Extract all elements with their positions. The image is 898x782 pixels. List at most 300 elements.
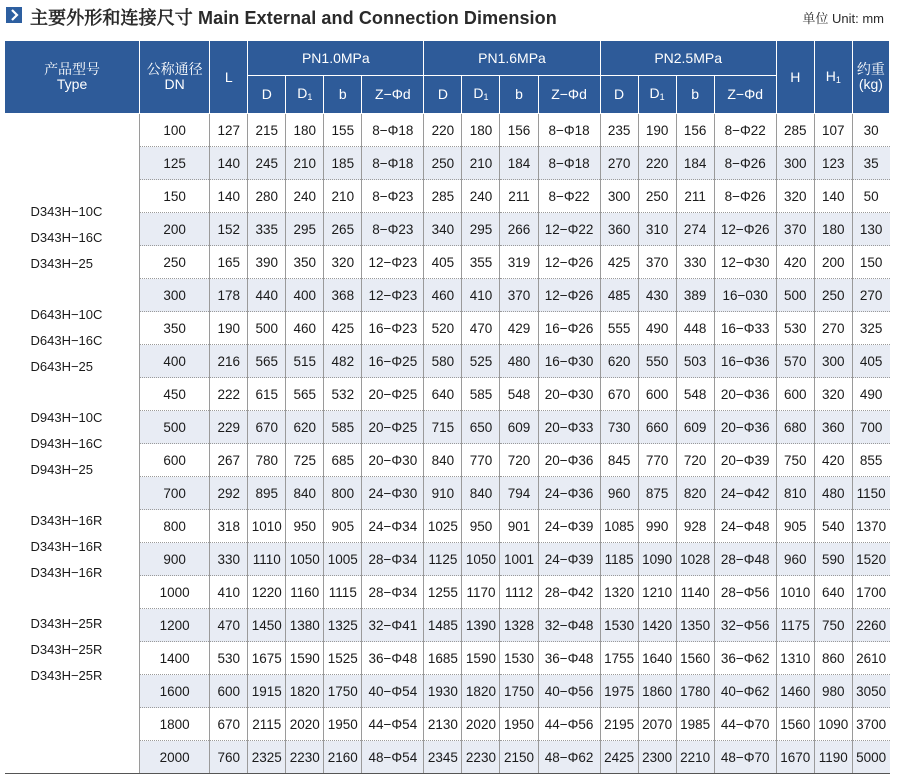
- table-cell: 580: [424, 345, 462, 378]
- table-cell: 525: [462, 345, 500, 378]
- table-cell: 410: [462, 279, 500, 312]
- table-cell: 24−Φ39: [538, 543, 600, 576]
- table-cell: 350: [140, 312, 210, 345]
- table-cell: 12−Φ26: [714, 213, 776, 246]
- table-cell: 1175: [776, 609, 814, 642]
- header-l: L: [210, 41, 248, 114]
- table-cell: 330: [210, 543, 248, 576]
- table-cell: 640: [814, 576, 852, 609]
- table-cell: 16−Φ26: [538, 312, 600, 345]
- table-cell: 1380: [286, 609, 324, 642]
- table-cell: 50: [852, 180, 889, 213]
- table-cell: 725: [286, 444, 324, 477]
- table-cell: 845: [600, 444, 638, 477]
- table-cell: 660: [638, 411, 676, 444]
- table-cell: 180: [286, 114, 324, 147]
- table-cell: 1028: [676, 543, 714, 576]
- table-cell: 2230: [462, 741, 500, 774]
- table-cell: 156: [676, 114, 714, 147]
- table-cell: 1820: [286, 675, 324, 708]
- table-cell: 550: [638, 345, 676, 378]
- table-cell: 1860: [638, 675, 676, 708]
- table-cell: 448: [676, 312, 714, 345]
- table-cell: 2195: [600, 708, 638, 741]
- table-cell: 1010: [248, 510, 286, 543]
- table-cell: 32−Φ56: [714, 609, 776, 642]
- table-cell: 180: [814, 213, 852, 246]
- table-cell: 530: [210, 642, 248, 675]
- table-cell: 1640: [638, 642, 676, 675]
- table-cell: 8−Φ23: [362, 213, 424, 246]
- table-cell: 310: [638, 213, 676, 246]
- table-cell: 40−Φ56: [538, 675, 600, 708]
- table-cell: 8−Φ18: [362, 147, 424, 180]
- table-cell: 1310: [776, 642, 814, 675]
- table-cell: 2300: [638, 741, 676, 774]
- table-cell: 1220: [248, 576, 286, 609]
- table-cell: 1200: [140, 609, 210, 642]
- table-cell: 220: [638, 147, 676, 180]
- table-body: [5, 114, 890, 774]
- table-cell: 490: [638, 312, 676, 345]
- table-cell: 390: [248, 246, 286, 279]
- table-cell: 950: [462, 510, 500, 543]
- table-cell: 500: [776, 279, 814, 312]
- table-cell: 12−Φ23: [362, 279, 424, 312]
- table-cell: 905: [324, 510, 362, 543]
- table-cell: 1112: [500, 576, 538, 609]
- table-cell: 1010: [776, 576, 814, 609]
- table-cell: 3050: [852, 675, 889, 708]
- table-cell: 1125: [424, 543, 462, 576]
- table-cell: 1050: [286, 543, 324, 576]
- table-cell: 40−Φ62: [714, 675, 776, 708]
- table-cell: 16−Φ25: [362, 345, 424, 378]
- table-cell: 44−Φ70: [714, 708, 776, 741]
- table-cell: 700: [852, 411, 889, 444]
- table-cell: 140: [814, 180, 852, 213]
- table-cell: 330: [676, 246, 714, 279]
- table-cell: 20−Φ36: [714, 378, 776, 411]
- table-cell: 1110: [248, 543, 286, 576]
- table-cell: 35: [852, 147, 889, 180]
- table-cell: 360: [814, 411, 852, 444]
- table-cell: 28−Φ42: [538, 576, 600, 609]
- subheader-d: D: [248, 76, 286, 114]
- table-cell: 680: [776, 411, 814, 444]
- table-cell: 125: [140, 147, 210, 180]
- table-cell: 280: [248, 180, 286, 213]
- table-cell: 928: [676, 510, 714, 543]
- table-cell: 1750: [500, 675, 538, 708]
- table-cell: 350: [286, 246, 324, 279]
- table-cell: 48−Φ70: [714, 741, 776, 774]
- table-cell: 300: [814, 345, 852, 378]
- header-pn25: PN2.5MPa: [600, 41, 776, 76]
- table-cell: 410: [210, 576, 248, 609]
- table-cell: 229: [210, 411, 248, 444]
- table-cell: 20−Φ36: [714, 411, 776, 444]
- table-cell: 1600: [140, 675, 210, 708]
- table-cell: 840: [462, 477, 500, 510]
- table-cell: 107: [814, 114, 852, 147]
- table-cell: 100: [140, 114, 210, 147]
- table-cell: 470: [462, 312, 500, 345]
- table-cell: 1950: [324, 708, 362, 741]
- model-group: [31, 405, 140, 483]
- table-cell: 1460: [776, 675, 814, 708]
- table-cell: 20−Φ25: [362, 378, 424, 411]
- table-cell: 1950: [500, 708, 538, 741]
- model-group: [31, 508, 140, 586]
- table-cell: 2325: [248, 741, 286, 774]
- table-cell: 2000: [140, 741, 210, 774]
- table-cell: 24−Φ42: [714, 477, 776, 510]
- model-name: D343H−25R: [30, 667, 103, 683]
- table-cell: 44−Φ54: [362, 708, 424, 741]
- table-cell: 800: [324, 477, 362, 510]
- table-cell: 1520: [852, 543, 889, 576]
- table-cell: 720: [676, 444, 714, 477]
- table-cell: 1210: [638, 576, 676, 609]
- table-cell: 540: [814, 510, 852, 543]
- table-cell: 250: [638, 180, 676, 213]
- table-cell: 200: [814, 246, 852, 279]
- table-cell: 1390: [462, 609, 500, 642]
- table-cell: 620: [286, 411, 324, 444]
- table-cell: 570: [776, 345, 814, 378]
- table-cell: 1670: [776, 741, 814, 774]
- table-cell: 16−030: [714, 279, 776, 312]
- table-cell: 590: [814, 543, 852, 576]
- table-cell: 1975: [600, 675, 638, 708]
- model-name: D943H−25: [30, 461, 94, 477]
- table-cell: 240: [286, 180, 324, 213]
- table-cell: 180: [462, 114, 500, 147]
- table-cell: 24−Φ39: [538, 510, 600, 543]
- table-cell: 28−Φ34: [362, 576, 424, 609]
- table-cell: 211: [500, 180, 538, 213]
- table-cell: 1780: [676, 675, 714, 708]
- model-name: D343H−25: [30, 255, 94, 271]
- table-cell: 320: [324, 246, 362, 279]
- table-cell: 360: [600, 213, 638, 246]
- table-cell: 40−Φ54: [362, 675, 424, 708]
- header-weight: 约重 (kg): [852, 41, 889, 114]
- table-cell: 1005: [324, 543, 362, 576]
- table-cell: 28−Φ56: [714, 576, 776, 609]
- table-cell: 1750: [324, 675, 362, 708]
- table-cell: 565: [248, 345, 286, 378]
- table-cell: 36−Φ62: [714, 642, 776, 675]
- table-cell: 292: [210, 477, 248, 510]
- table-cell: 130: [852, 213, 889, 246]
- subheader-bolt: Z−Φd: [714, 76, 776, 114]
- table-cell: 370: [776, 213, 814, 246]
- table-cell: 1485: [424, 609, 462, 642]
- table-cell: 1590: [462, 642, 500, 675]
- table-cell: 20−Φ25: [362, 411, 424, 444]
- table-cell: 640: [424, 378, 462, 411]
- table-cell: 482: [324, 345, 362, 378]
- table-cell: 425: [600, 246, 638, 279]
- subheader-d: D: [600, 76, 638, 114]
- model-name: D343H−16R: [30, 538, 103, 554]
- table-cell: 400: [286, 279, 324, 312]
- table-cell: 28−Φ48: [714, 543, 776, 576]
- table-cell: 460: [286, 312, 324, 345]
- table-cell: 250: [424, 147, 462, 180]
- dimension-table: [4, 40, 890, 774]
- header-pn16: PN1.6MPa: [424, 41, 600, 76]
- table-cell: 1328: [500, 609, 538, 642]
- table-cell: 184: [500, 147, 538, 180]
- title-bar: [6, 4, 892, 28]
- table-cell: 2210: [676, 741, 714, 774]
- table-cell: 8−Φ22: [714, 114, 776, 147]
- table-cell: 2425: [600, 741, 638, 774]
- table-cell: 1700: [852, 576, 889, 609]
- table-cell: 270: [814, 312, 852, 345]
- table-cell: 1685: [424, 642, 462, 675]
- model-name: D943H−16C: [30, 435, 103, 451]
- table-cell: 615: [248, 378, 286, 411]
- table-cell: 1755: [600, 642, 638, 675]
- subheader-d1: $D_1$: [638, 76, 676, 114]
- table-cell: 600: [140, 444, 210, 477]
- table-cell: 24−Φ34: [362, 510, 424, 543]
- model-name: D343H−16R: [30, 564, 103, 580]
- table-cell: 285: [424, 180, 462, 213]
- table-cell: 340: [424, 213, 462, 246]
- table-cell: 429: [500, 312, 538, 345]
- table-cell: 960: [776, 543, 814, 576]
- table-cell: 355: [462, 246, 500, 279]
- table-cell: 1420: [638, 609, 676, 642]
- table-cell: 1050: [462, 543, 500, 576]
- unit-label: 单位 Unit: mm: [802, 11, 884, 26]
- table-cell: 16−Φ33: [714, 312, 776, 345]
- subheader-d: D: [424, 76, 462, 114]
- table-cell: 325: [852, 312, 889, 345]
- table-cell: 8−Φ26: [714, 147, 776, 180]
- model-name: D343H−16R: [30, 512, 103, 528]
- table-cell: 389: [676, 279, 714, 312]
- table-cell: 430: [638, 279, 676, 312]
- table-cell: 319: [500, 246, 538, 279]
- table-cell: 8−Φ18: [362, 114, 424, 147]
- table-cell: 420: [814, 444, 852, 477]
- table-cell: 1930: [424, 675, 462, 708]
- table-cell: 222: [210, 378, 248, 411]
- table-cell: 450: [140, 378, 210, 411]
- chevron-right-icon: [6, 7, 22, 23]
- table-cell: 670: [210, 708, 248, 741]
- table-cell: 420: [776, 246, 814, 279]
- table-cell: 152: [210, 213, 248, 246]
- table-cell: 1001: [500, 543, 538, 576]
- table-cell: 600: [638, 378, 676, 411]
- table-cell: 548: [676, 378, 714, 411]
- table-cell: 530: [776, 312, 814, 345]
- table-cell: 150: [140, 180, 210, 213]
- table-cell: 490: [852, 378, 889, 411]
- subheader-d1: $D_1$: [462, 76, 500, 114]
- table-cell: 720: [500, 444, 538, 477]
- table-cell: 750: [814, 609, 852, 642]
- model-name: D643H−25: [30, 358, 94, 374]
- table-cell: 685: [324, 444, 362, 477]
- table-cell: 440: [248, 279, 286, 312]
- table-cell: 1985: [676, 708, 714, 741]
- table-cell: 910: [424, 477, 462, 510]
- model-name: D343H−25R: [30, 641, 103, 657]
- header-h: H: [776, 41, 814, 114]
- table-cell: 240: [462, 180, 500, 213]
- table-cell: 750: [776, 444, 814, 477]
- table-cell: 515: [286, 345, 324, 378]
- table-cell: 48−Φ62: [538, 741, 600, 774]
- table-cell: 20−Φ30: [362, 444, 424, 477]
- table-cell: 270: [852, 279, 889, 312]
- table-cell: 470: [210, 609, 248, 642]
- table-cell: 1820: [462, 675, 500, 708]
- model-group: [31, 302, 140, 380]
- table-cell: 503: [676, 345, 714, 378]
- table-cell: 840: [424, 444, 462, 477]
- table-cell: 2260: [852, 609, 889, 642]
- table-cell: 425: [324, 312, 362, 345]
- table-cell: 245: [248, 147, 286, 180]
- table-cell: 1530: [600, 609, 638, 642]
- table-cell: 300: [776, 147, 814, 180]
- table-cell: 285: [776, 114, 814, 147]
- model-name: D643H−10C: [30, 306, 103, 322]
- table-cell: 1115: [324, 576, 362, 609]
- table-cell: 1090: [814, 708, 852, 741]
- model-name: D643H−16C: [30, 332, 103, 348]
- table-cell: 12−Φ30: [714, 246, 776, 279]
- table-cell: 2230: [286, 741, 324, 774]
- table-cell: 500: [248, 312, 286, 345]
- table-cell: 8−Φ18: [538, 114, 600, 147]
- table-cell: 875: [638, 477, 676, 510]
- table-cell: 670: [248, 411, 286, 444]
- table-cell: 12−Φ26: [538, 279, 600, 312]
- table-cell: 2345: [424, 741, 462, 774]
- table-cell: 220: [424, 114, 462, 147]
- table-cell: 770: [638, 444, 676, 477]
- table-cell: 235: [600, 114, 638, 147]
- table-cell: 670: [600, 378, 638, 411]
- table-cell: 184: [676, 147, 714, 180]
- table-cell: 265: [324, 213, 362, 246]
- table-cell: 150: [852, 246, 889, 279]
- table-cell: 8−Φ18: [538, 147, 600, 180]
- table-cell: 990: [638, 510, 676, 543]
- table-cell: 210: [286, 147, 324, 180]
- header-dn: 公称通径 DN: [140, 41, 210, 114]
- subheader-b: b: [500, 76, 538, 114]
- table-cell: 156: [500, 114, 538, 147]
- table-cell: 480: [814, 477, 852, 510]
- table-cell: 16−Φ23: [362, 312, 424, 345]
- table-cell: 565: [286, 378, 324, 411]
- table-cell: 770: [462, 444, 500, 477]
- table-cell: 730: [600, 411, 638, 444]
- table-cell: 1190: [814, 741, 852, 774]
- model-group: [31, 611, 140, 689]
- table-cell: 270: [600, 147, 638, 180]
- table-cell: 140: [210, 180, 248, 213]
- model-group: [31, 199, 140, 277]
- table-cell: 480: [500, 345, 538, 378]
- table-cell: 1255: [424, 576, 462, 609]
- table-cell: 24−Φ48: [714, 510, 776, 543]
- table-cell: 855: [852, 444, 889, 477]
- table-cell: 210: [462, 147, 500, 180]
- table-cell: 8−Φ26: [714, 180, 776, 213]
- table-cell: 370: [638, 246, 676, 279]
- subheader-b: b: [324, 76, 362, 114]
- table-cell: 178: [210, 279, 248, 312]
- table-cell: 405: [424, 246, 462, 279]
- table-cell: 1590: [286, 642, 324, 675]
- table-cell: 1915: [248, 675, 286, 708]
- table-cell: 216: [210, 345, 248, 378]
- table-cell: 2115: [248, 708, 286, 741]
- table-cell: 20−Φ36: [538, 444, 600, 477]
- table-cell: 1350: [676, 609, 714, 642]
- table-cell: 1530: [500, 642, 538, 675]
- table-cell: 715: [424, 411, 462, 444]
- table-cell: 295: [462, 213, 500, 246]
- table-cell: 185: [324, 147, 362, 180]
- table-cell: 210: [324, 180, 362, 213]
- table-cell: 1140: [676, 576, 714, 609]
- model-name: D943H−10C: [30, 409, 103, 425]
- table-cell: 1560: [676, 642, 714, 675]
- table-cell: 2610: [852, 642, 889, 675]
- table-row: [5, 114, 890, 147]
- table-cell: 2070: [638, 708, 676, 741]
- table-cell: 901: [500, 510, 538, 543]
- table-cell: 1525: [324, 642, 362, 675]
- table-cell: 1150: [852, 477, 889, 510]
- table-cell: 215: [248, 114, 286, 147]
- header-pn10: PN1.0MPa: [248, 41, 424, 76]
- table-cell: 12−Φ26: [538, 246, 600, 279]
- table-cell: 905: [776, 510, 814, 543]
- table-cell: 155: [324, 114, 362, 147]
- table-cell: 335: [248, 213, 286, 246]
- table-cell: 32−Φ48: [538, 609, 600, 642]
- table-cell: 810: [776, 477, 814, 510]
- model-name: D343H−25R: [30, 615, 103, 631]
- table-cell: 123: [814, 147, 852, 180]
- table-cell: 1675: [248, 642, 286, 675]
- table-cell: 165: [210, 246, 248, 279]
- table-cell: 960: [600, 477, 638, 510]
- header-h1: $H_1$: [814, 41, 852, 114]
- table-cell: 1170: [462, 576, 500, 609]
- table-cell: 860: [814, 642, 852, 675]
- table-cell: 24−Φ36: [538, 477, 600, 510]
- table-cell: 44−Φ56: [538, 708, 600, 741]
- table-cell: 211: [676, 180, 714, 213]
- table-cell: 840: [286, 477, 324, 510]
- table-cell: 318: [210, 510, 248, 543]
